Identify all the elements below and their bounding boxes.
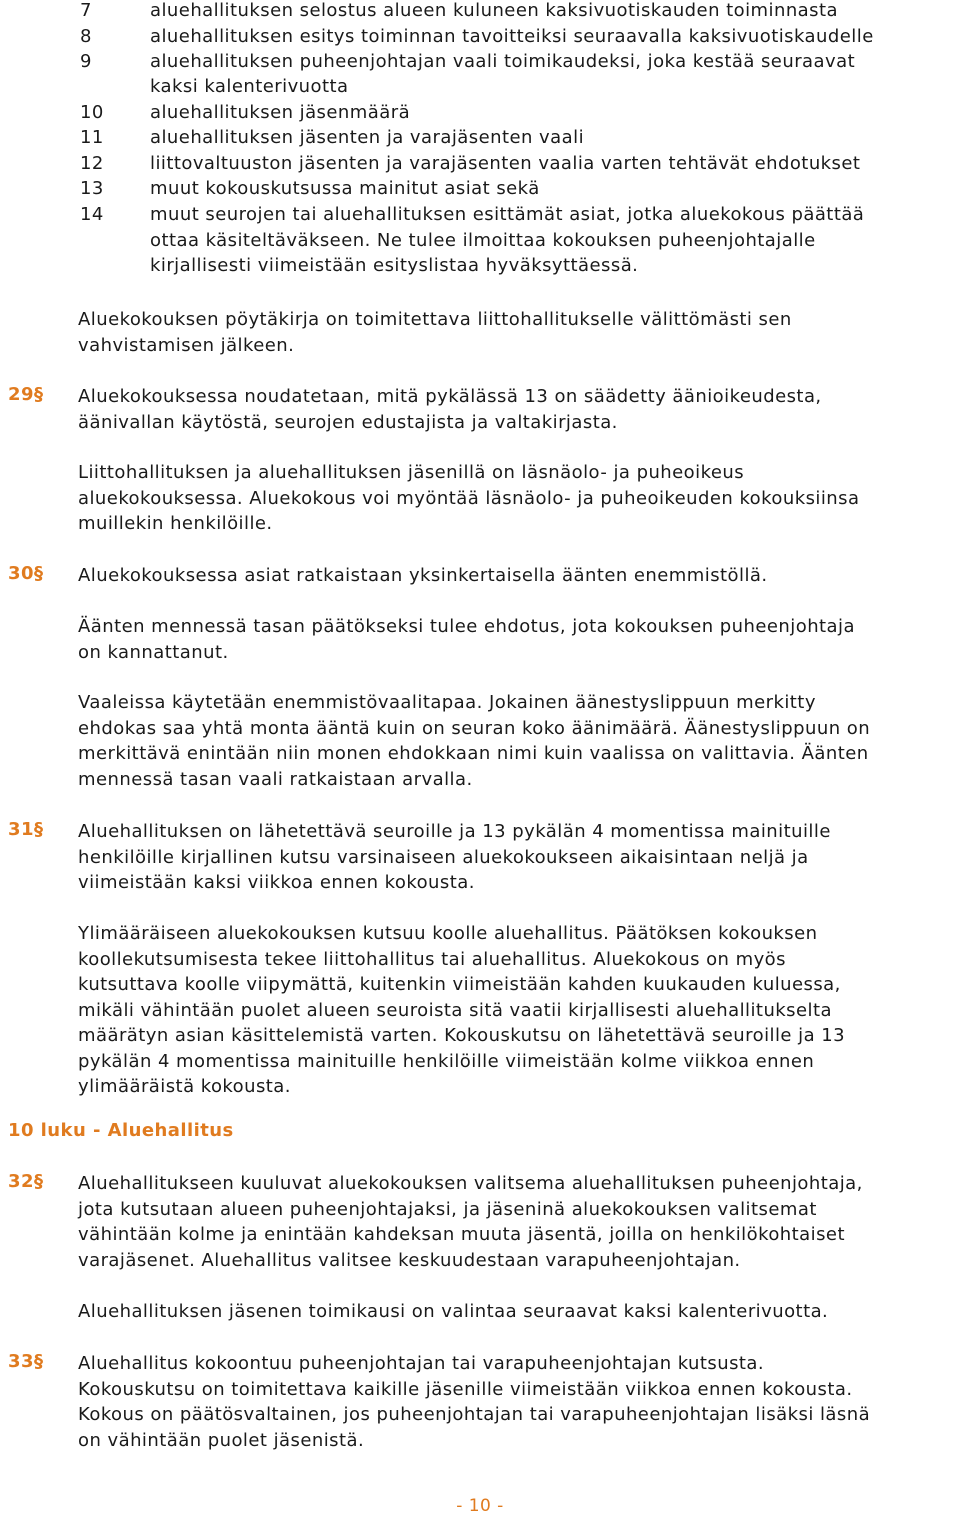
text-line: Aluekokouksessa asiat ratkaistaan yksinkertaisella äänten enemmistöllä. — [78, 565, 768, 586]
text-line: mikäli vähintään puolet alueen seuroista sitä vaatii kirjallisesti aluehallitukselta — [78, 999, 832, 1021]
text-line: Kokouskutsu on toimitettava kaikille jäsenille viimeistään viikkoa ennen kokousta. — [78, 1378, 853, 1400]
text-line: Aluekokouksen pöytäkirja on toimitettava liittohallitukselle välittömästi sen — [78, 309, 792, 330]
text-line: Aluehallitus kokoontuu puheenjohtajan tai varapuheenjohtajan kutsusta. — [78, 1353, 765, 1374]
text-line: Aluehallituksen jäsenen toimikausi on valintaa seuraavat kaksi kalenterivuotta. — [78, 1301, 829, 1322]
section-number: 30§ — [8, 563, 44, 584]
text-line: vähintään kolme ja enintään kahdeksan muuta jäsentä, joilla on henkilökohtaiset — [78, 1224, 845, 1245]
text-line: määrätyn asian käsittelemistä varten. Kokouskutsu on lähetettävä seuroille ja 13 — [78, 1025, 846, 1046]
list-text: aluehallituksen selostus alueen kuluneen kaksivuotiskauden toiminnasta — [150, 0, 838, 21]
paragraph — [78, 460, 960, 537]
list-text: aluehallituksen jäsenmäärä — [150, 102, 411, 123]
paragraph — [78, 1171, 960, 1273]
list-number: 7 — [80, 0, 92, 21]
text-line: Kokous on päätösvaltainen, jos puheenjohtajan tai varapuheenjohtajan lisäksi läsnä — [78, 1404, 871, 1425]
list-text: ottaa käsiteltäväkseen. Ne tulee ilmoittaa kokouksen puheenjohtajalle — [150, 230, 816, 251]
section-number: 32§ — [8, 1171, 44, 1192]
text-line: mennessä tasan vaali ratkaistaan arvalla. — [78, 768, 473, 790]
section-number: 29§ — [8, 384, 44, 405]
text-line: varajäsenet. Aluehallitus valitsee keskuudestaan varapuheenjohtajan. — [78, 1249, 741, 1271]
text-line: ylimääräistä kokousta. — [78, 1076, 291, 1097]
list-text: muut seurojen tai aluehallituksen esittämät asiat, jotka aluekokous päättää — [150, 204, 865, 225]
list-number: 8 — [80, 26, 92, 47]
text-line: jota kutsutaan alueen puheenjohtajaksi, ja jäseninä aluekokouksen valitsemat — [78, 1198, 817, 1220]
list-text: aluehallituksen jäsenten ja varajäsenten vaali — [150, 127, 585, 148]
text-line: muillekin henkilöille. — [78, 513, 273, 534]
list-number: 14 — [80, 204, 104, 225]
text-line: merkittävä enintään niin monen ehdokkaan nimi kuin vaalissa on valittavia. Äänten — [78, 743, 869, 764]
list-number: 11 — [80, 127, 104, 148]
text-line: pykälän 4 momentissa mainituille henkilöille viimeistään kolme viikkoa ennen — [78, 1050, 815, 1072]
section-number: 31§ — [8, 819, 44, 840]
paragraph — [78, 1299, 960, 1325]
text-line: on vähintään puolet jäsenistä. — [78, 1429, 365, 1451]
list-number: 12 — [80, 153, 104, 174]
section-number: 33§ — [8, 1351, 44, 1372]
list-text: kirjallisesti viimeistään esityslistaa hyväksyttäessä. — [150, 255, 639, 276]
list-text: aluehallituksen esitys toiminnan tavoitteiksi seuraavalla kaksivuotiskaudelle — [150, 26, 874, 47]
page-number: - 10 - — [456, 1496, 504, 1516]
list-text: liittovaltuuston jäsenten ja varajäsenten vaalia varten tehtävät ehdotukset — [150, 153, 861, 174]
list-text: kaksi kalenterivuotta — [150, 76, 349, 97]
text-line: Ylimääräiseen aluekokouksen kutsuu koolle aluehallitus. Päätöksen kokouksen — [78, 923, 818, 944]
text-line: kutsuttava koolle viipymättä, kuitenkin viimeistään kahden kuukauden kuluessa, — [78, 974, 841, 995]
paragraph — [78, 563, 960, 589]
text-line: Aluekokouksessa noudatetaan, mitä pykälässä 13 on säädetty äänioikeudesta, — [78, 386, 822, 407]
text-line: henkilöille kirjallinen kutsu varsinaiseen aluekokoukseen aikaisintaan neljä ja — [78, 846, 809, 868]
paragraph — [78, 307, 960, 358]
text-line: Aluehallitukseen kuuluvat aluekokouksen valitsema aluehallituksen puheenjohtaja, — [78, 1173, 863, 1194]
chapter-heading: 10 luku - Aluehallitus — [8, 1120, 234, 1141]
paragraph — [78, 921, 960, 1100]
list-number: 9 — [80, 51, 92, 72]
text-line: viimeistään kaksi viikkoa ennen kokousta. — [78, 872, 475, 893]
text-line: Vaaleissa käytetään enemmistövaalitapaa. Jokainen äänestyslippuun merkitty — [78, 692, 816, 713]
paragraph — [78, 614, 960, 665]
text-line: Aluehallituksen on lähetettävä seuroille ja 13 pykälän 4 momentissa mainituille — [78, 821, 831, 842]
text-line: ehdokas saa yhtä monta ääntä kuin on seuran koko äänimäärä. Äänestyslippuun on — [78, 717, 871, 739]
text-line: aluekokouksessa. Aluekokous voi myöntää läsnäolo- ja puheoikeuden kokouksiinsa — [78, 487, 860, 509]
text-line: Äänten mennessä tasan päätökseksi tulee ehdotus, jota kokouksen puheenjohtaja — [78, 616, 855, 637]
text-line: äänivallan käytöstä, seurojen edustajista ja valtakirjasta. — [78, 411, 618, 433]
paragraph — [78, 1351, 960, 1453]
paragraph — [78, 690, 960, 792]
list-text: muut kokouskutsussa mainitut asiat sekä — [150, 178, 540, 199]
paragraph — [78, 819, 960, 896]
paragraph — [78, 384, 960, 435]
text-line: koollekutsumisesta tekee liittohallitus tai aluehallitus. Aluekokous on myös — [78, 948, 786, 970]
list-number: 10 — [80, 102, 104, 123]
text-line: on kannattanut. — [78, 641, 229, 663]
list-number: 13 — [80, 178, 104, 199]
text-line: Liittohallituksen ja aluehallituksen jäsenillä on läsnäolo- ja puheoikeus — [78, 462, 745, 483]
text-line: vahvistamisen jälkeen. — [78, 334, 295, 356]
list-text: aluehallituksen puheenjohtajan vaali toimikaudeksi, joka kestää seuraavat — [150, 51, 856, 72]
